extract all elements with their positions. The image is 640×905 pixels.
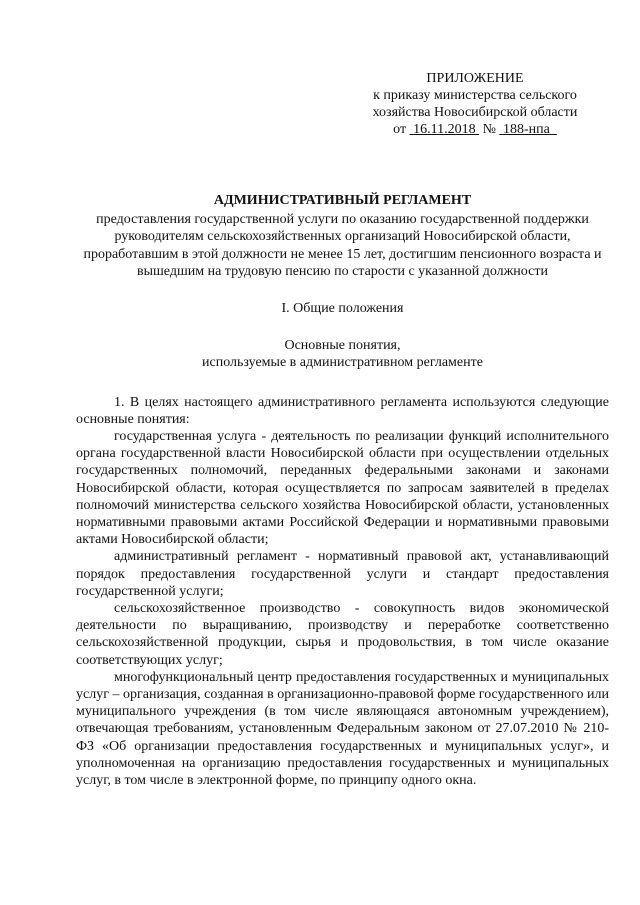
- appendix-from-label: от: [393, 122, 407, 137]
- document-subtitle: предоставления государственной услуги по оказанию государственной поддержки руководителям сельскохозяйственных организаций Новосибирской области, проработавшим в этой должности не менее 15 лет, достигшим пенсионного возраста и вышедшим на трудовую пенсию по старости с указанной должности: [83, 212, 602, 279]
- subsection-heading-line-2: используемые в административном регламенте: [202, 355, 483, 371]
- paragraph: государственная услуга - деятельность по реализации функций исполнительного органа государственной власти Новосибирской области при осуществлении отдельных государственных полномочий, переданных федеральными законами и законами Новосибирской области, которая осуществляется по запросам заявителей в пределах полномочий министерства сельского хозяйства Новосибирской области, установленных нормативными правовыми актами Российской Федерации и нормативными правовыми актами Новосибирской области;: [76, 429, 609, 548]
- paragraph: сельскохозяйственное производство - совокупность видов экономической деятельности по выращиванию, производству и переработке соответственно сельскохозяйственной продукции, сырья и продовольствия, в том числе оказание соответствующих услуг;: [76, 601, 609, 668]
- appendix-date: 16.11.2018: [413, 122, 476, 137]
- document-title: АДМИНИСТРАТИВНЫЙ РЕГЛАМЕНТ: [213, 193, 472, 208]
- appendix-heading: ПРИЛОЖЕНИЕ: [426, 71, 524, 86]
- subsection-heading-line-1: Основные понятия,: [284, 338, 401, 354]
- appendix-number: 188-нпа: [502, 122, 550, 137]
- paragraph: административный регламент - нормативный правовой акт, устанавливающий порядок предоставления государственной услуги и стандарт предоставления государственной услуги;: [76, 549, 609, 599]
- appendix-line-1: к приказу министерства сельского: [373, 88, 577, 103]
- subsection-heading: [76, 337, 609, 371]
- appendix-order-ref: [360, 121, 590, 138]
- appendix-block: [360, 70, 590, 138]
- paragraph: 1. В целях настоящего административного регламента используются следующие основные понятия:: [76, 394, 609, 427]
- paragraph: многофункциональный центр предоставления государственных и муниципальных услуг – организация, созданная в организационно-правовой форме государственного или муниципального учреждения (в том числе являющаяся автономным учреждением), отвечающая требованиям, установленным Федеральным законом от 27.07.2010 № 210-ФЗ «Об организации предоставления государственных и муниципальных услуг», и уполномоченная на организацию предоставления государственных и муниципальных услуг, в том числе в электронной форме, по принципу одного окна.: [76, 669, 609, 789]
- document-body: [76, 192, 609, 789]
- appendix-line-2: хозяйства Новосибирской области: [372, 105, 578, 120]
- appendix-number-sign: №: [482, 122, 496, 137]
- section-heading: I. Общие положения: [281, 301, 404, 317]
